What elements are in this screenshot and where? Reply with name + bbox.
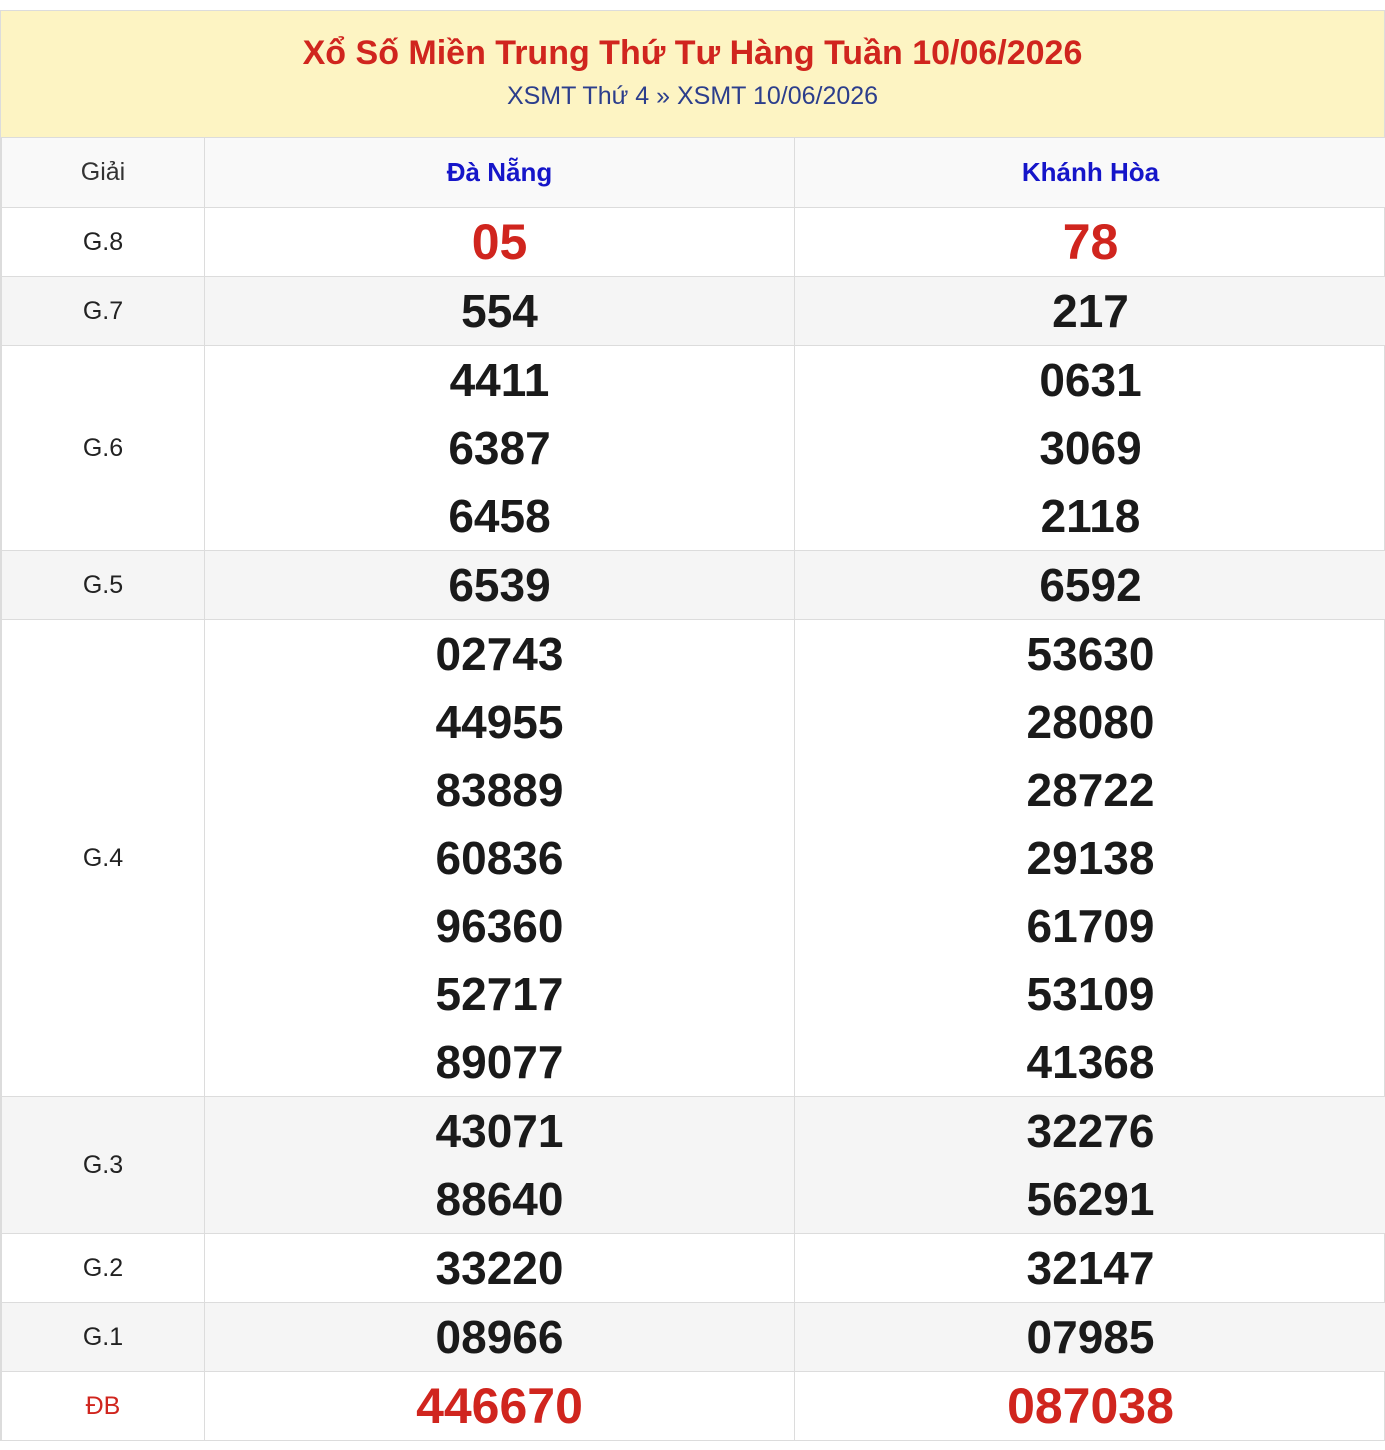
prize-label: G.1 <box>2 1303 205 1372</box>
prize-numbers-province-2 <box>795 1303 1385 1372</box>
lottery-number: 554 <box>461 285 538 337</box>
prize-label: G.2 <box>2 1234 205 1303</box>
table-row-g2 <box>2 1234 1385 1303</box>
results-header <box>1 11 1384 138</box>
prize-numbers-province-2 <box>795 1097 1385 1234</box>
page-title: Xổ Số Miền Trung Thứ Tư Hàng Tuần 10/06/2026 <box>302 34 1083 72</box>
lottery-number: 78 <box>1062 214 1119 270</box>
prize-label: ĐB <box>2 1372 205 1441</box>
lottery-number: 83889 <box>435 764 564 816</box>
lottery-number: 217 <box>1052 285 1129 337</box>
prize-label: G.3 <box>2 1097 205 1234</box>
prize-numbers-province-1 <box>205 277 795 346</box>
lottery-number: 52717 <box>435 968 564 1020</box>
lottery-number: 08966 <box>435 1311 564 1363</box>
lottery-number: 0631 <box>1039 354 1142 406</box>
prize-label: G.5 <box>2 551 205 620</box>
breadcrumb-separator: » <box>656 82 671 110</box>
prize-label: G.8 <box>2 208 205 277</box>
prize-numbers-province-2 <box>795 1234 1385 1303</box>
breadcrumb-link-date[interactable]: XSMT 10/06/2026 <box>677 82 879 110</box>
lottery-number: 6458 <box>448 490 551 542</box>
prize-numbers-province-2 <box>795 551 1385 620</box>
prize-numbers-province-1 <box>205 208 795 277</box>
lottery-number: 4411 <box>449 354 550 406</box>
prize-numbers-province-2 <box>795 277 1385 346</box>
lottery-number: 89077 <box>435 1036 564 1088</box>
lottery-number: 56291 <box>1026 1173 1155 1225</box>
prize-numbers-province-1 <box>205 1234 795 1303</box>
table-row-g3 <box>2 1097 1385 1234</box>
table-row-g4 <box>2 620 1385 1097</box>
column-header-province-2[interactable]: Khánh Hòa <box>795 138 1385 208</box>
column-header-prize: Giải <box>2 138 205 208</box>
lottery-number: 44955 <box>435 696 564 748</box>
table-row-g8 <box>2 208 1385 277</box>
lottery-number: 33220 <box>435 1242 564 1294</box>
prize-label: G.6 <box>2 346 205 551</box>
results-table <box>1 138 1385 1441</box>
table-row-g7 <box>2 277 1385 346</box>
lottery-number: 32147 <box>1026 1242 1155 1294</box>
lottery-number: 29138 <box>1026 832 1155 884</box>
prize-numbers-province-1 <box>205 551 795 620</box>
lottery-number: 02743 <box>435 628 564 680</box>
prize-numbers-province-1 <box>205 1303 795 1372</box>
breadcrumb-link-weekday[interactable]: XSMT Thứ 4 <box>506 82 650 110</box>
breadcrumb <box>1 81 1384 111</box>
lottery-number: 88640 <box>435 1173 564 1225</box>
table-row-g6 <box>2 346 1385 551</box>
table-row-special <box>2 1372 1385 1441</box>
prize-numbers-province-1 <box>205 1372 795 1441</box>
table-row-g5 <box>2 551 1385 620</box>
lottery-number: 446670 <box>416 1378 583 1434</box>
lottery-number: 2118 <box>1040 490 1141 542</box>
lottery-number: 3069 <box>1039 422 1142 474</box>
lottery-number: 6387 <box>448 422 551 474</box>
lottery-number: 41368 <box>1026 1036 1155 1088</box>
lottery-number: 96360 <box>435 900 564 952</box>
lottery-number: 53630 <box>1026 628 1155 680</box>
lottery-number: 087038 <box>1007 1378 1174 1434</box>
lottery-number: 53109 <box>1026 968 1155 1020</box>
prize-numbers-province-2 <box>795 346 1385 551</box>
prize-numbers-province-2 <box>795 1372 1385 1441</box>
prize-numbers-province-2 <box>795 208 1385 277</box>
lottery-number: 07985 <box>1026 1311 1155 1363</box>
prize-numbers-province-2 <box>795 620 1385 1097</box>
results-panel <box>0 10 1385 1441</box>
lottery-number: 28722 <box>1026 764 1155 816</box>
lottery-number: 61709 <box>1026 900 1155 952</box>
lottery-number: 60836 <box>435 832 564 884</box>
column-header-province-1[interactable]: Đà Nẵng <box>205 138 795 208</box>
prize-numbers-province-1 <box>205 620 795 1097</box>
lottery-number: 32276 <box>1026 1105 1155 1157</box>
table-header-row <box>2 138 1385 208</box>
prize-label: G.4 <box>2 620 205 1097</box>
lottery-number: 28080 <box>1026 696 1155 748</box>
table-row-g1 <box>2 1303 1385 1372</box>
lottery-number: 6539 <box>448 559 551 611</box>
prize-numbers-province-1 <box>205 346 795 551</box>
lottery-number: 05 <box>471 214 528 270</box>
prize-label: G.7 <box>2 277 205 346</box>
prize-numbers-province-1 <box>205 1097 795 1234</box>
lottery-number: 6592 <box>1039 559 1142 611</box>
lottery-number: 43071 <box>435 1105 564 1157</box>
